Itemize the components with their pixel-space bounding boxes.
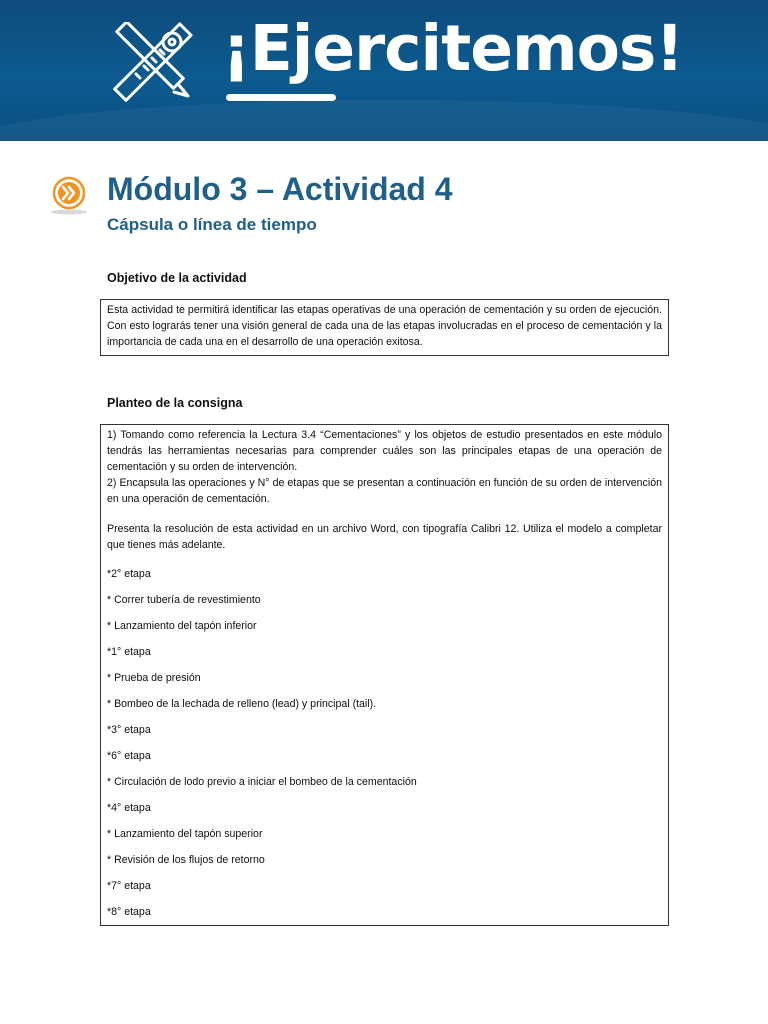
header-banner bbox=[0, 0, 768, 141]
format-note: Presenta la resolución de esta actividad en un archivo Word, con tipografía Calibri 12. Utiliza el modelo a completar que tienes más adelante. bbox=[107, 523, 662, 551]
tools-pencil-ruler-icon bbox=[112, 22, 198, 102]
module-subtitle: Cápsula o línea de tiempo bbox=[107, 215, 317, 234]
banner-underline bbox=[226, 94, 336, 101]
list-item: *3° etapa bbox=[107, 724, 151, 736]
list-item: *6° etapa bbox=[107, 750, 151, 762]
list-item: *1° etapa bbox=[107, 646, 151, 658]
instructions-box bbox=[100, 424, 669, 926]
list-item: * Prueba de presión bbox=[107, 672, 201, 684]
list-item: *7° etapa bbox=[107, 880, 151, 892]
instructions-heading: Planteo de la consigna bbox=[107, 396, 243, 410]
double-chevron-icon bbox=[49, 175, 89, 215]
stage-list bbox=[107, 561, 662, 925]
list-item: * Lanzamiento del tapón inferior bbox=[107, 620, 257, 632]
instruction-point-2: 2) Encapsula las operaciones y N° de etapas que se presentan a continuación en función de su orden de intervención en una operación de cementación. bbox=[107, 477, 662, 505]
objective-box bbox=[100, 299, 669, 356]
objective-heading: Objetivo de la actividad bbox=[107, 271, 247, 285]
list-item: * Correr tubería de revestimiento bbox=[107, 594, 261, 606]
list-item: * Circulación de lodo previo a iniciar el bombeo de la cementación bbox=[107, 776, 417, 788]
list-item: * Lanzamiento del tapón superior bbox=[107, 828, 263, 840]
list-item: * Bombeo de la lechada de relleno (lead) y principal (tail). bbox=[107, 698, 377, 710]
banner-title: ¡Ejercitemos! bbox=[222, 12, 684, 85]
list-item: * Revisión de los flujos de retorno bbox=[107, 854, 265, 866]
instruction-point-1: 1) Tomando como referencia la Lectura 3.4 “Cementaciones” y los objetos de estudio presentados en este módulo tendrás las herramientas necesarias para comprender cuáles son las principales etapas de una operación de cementación y su orden de intervención. bbox=[107, 429, 662, 473]
list-item: *4° etapa bbox=[107, 802, 151, 814]
list-item: *8° etapa bbox=[107, 906, 151, 918]
banner-sheen bbox=[0, 100, 768, 141]
objective-text: Esta actividad te permitirá identificar las etapas operativas de una operación de cementación y su orden de ejecución. Con esto lograrás tener una visión general de cada una de las etapas involucradas en el proceso de cementación y la importancia de cada una en el desarrollo de una operación exitosa. bbox=[107, 304, 662, 348]
module-title: Módulo 3 – Actividad 4 bbox=[107, 171, 453, 207]
list-item: *2° etapa bbox=[107, 568, 151, 580]
